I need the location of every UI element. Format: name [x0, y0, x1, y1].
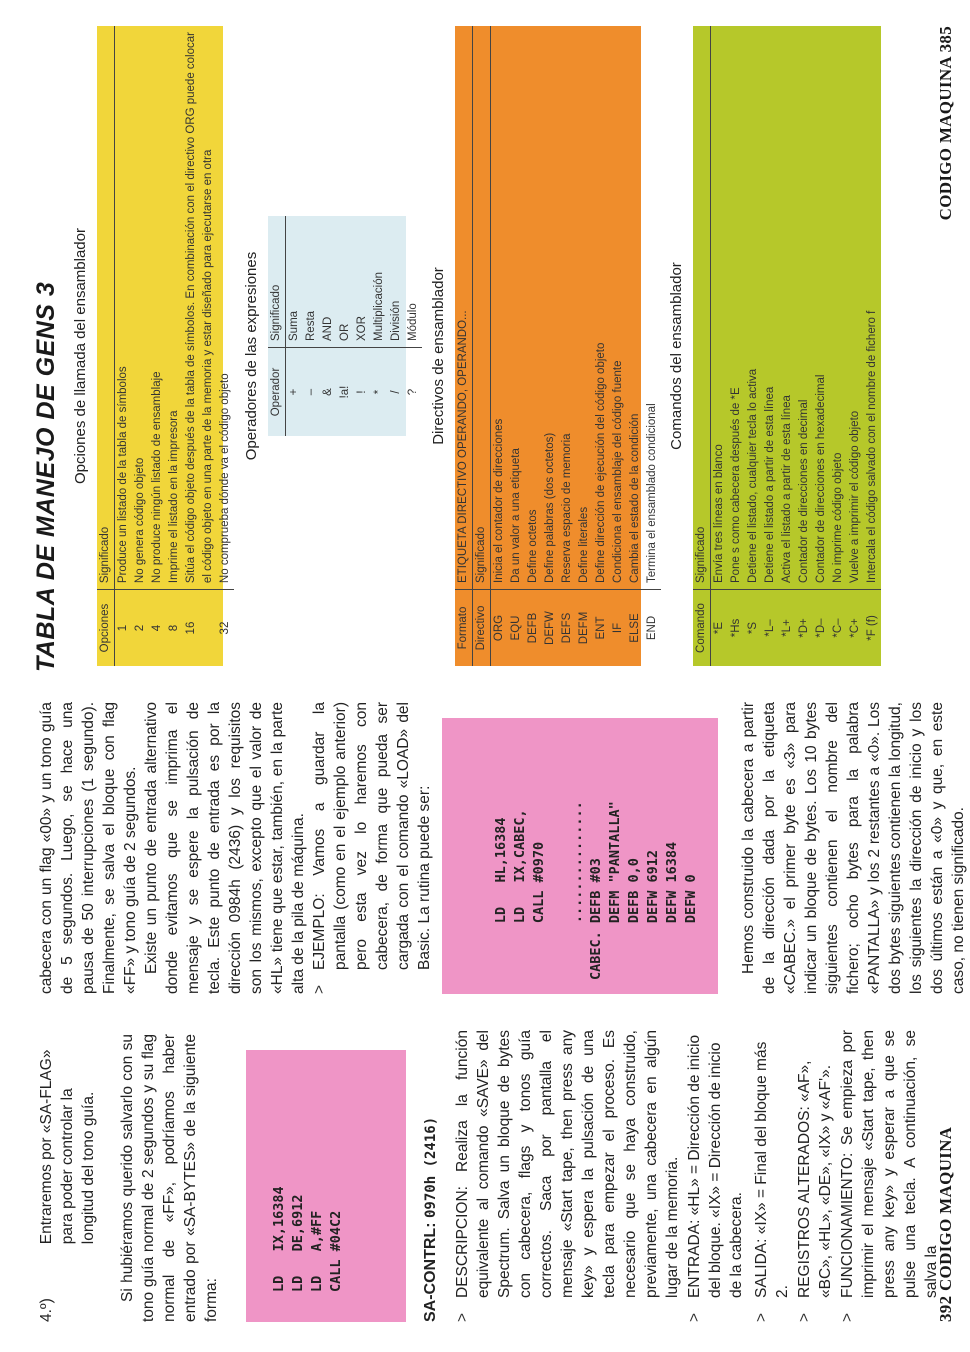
table-cell-meaning: Resta — [305, 310, 317, 341]
table-cell-meaning: No produce ningún listado de ensamblaje — [151, 371, 163, 584]
table-cell-key: *D+ — [796, 590, 813, 667]
format-row — [455, 26, 473, 666]
header-cell: Significado — [473, 26, 491, 590]
table-cell-key: ! — [354, 348, 371, 437]
code-line: DEFB 0,0 — [626, 858, 642, 980]
table-cell-meaning: XOR — [356, 316, 368, 341]
table-cell-key: 8 — [166, 590, 183, 666]
table-header-row — [473, 26, 491, 666]
table-cell-meaning: Define palabras (dos octetos) — [544, 432, 556, 583]
table-cell-key: 2 — [132, 590, 149, 666]
table-header-row — [693, 26, 711, 666]
bullet-item: > DESCRIPCION: Realiza la función equivalente al comando «SAVE» del Spectrum. Salva un bloque de bytes con cabecera, flags y tonos guía correctos. Saca por pantalla el mensaje «Start tape, then press any key» y espera la pulsación de una tecla para empezar el proceso. Es necesario que se haya construido, previamente, una cabecera en algún lugar de la memoria. — [454, 1030, 681, 1322]
code-line: DEFM "PANTALLA" — [607, 801, 623, 980]
format-value: ETIQUETA DIRECTIVO OPERANDO, OPERANDO... — [455, 26, 473, 590]
bullet-item: > FUNCIONAMIENTO: Se empieza por imprimir el mensaje «Start tape, then press any key» y esperar a que se pulse una tecla. A continuación, se salva la — [839, 1030, 940, 1322]
table-row — [132, 26, 149, 666]
table-cell-key: & — [320, 348, 337, 437]
table-cell-key: 1 — [115, 590, 133, 666]
table-cell-meaning: AND — [322, 316, 334, 341]
table-cell-meaning: Envía tres líneas en blanco — [713, 444, 725, 583]
operators-caption: Operadores de las expresiones — [243, 251, 260, 461]
routine-address: 0970h (2416) — [423, 1116, 439, 1218]
bullet-entrada: ENTRADA: «HL» = Dirección de inicio del bloque. «IX» = Dirección de inicio de la cabecera. — [686, 1034, 745, 1298]
example-text: EJEMPLO: Vamos a guardar la pantalla (como en el ejemplo anterior) pero esta vez lo haremos con cabecera, de forma que pueda ser cargada con el comando «LOAD» del Basic. La rutina puede ser: — [311, 702, 433, 970]
table-cell-key: / — [388, 348, 405, 437]
table-cell-meaning: Condiciona el ensamblaje del código fuente — [612, 360, 624, 583]
table-cell-meaning: Contador de direcciones en hexadecimal — [815, 374, 827, 583]
table-cell-key: *Hs — [728, 590, 745, 667]
code-line: CALL #0970 — [531, 841, 547, 980]
table-row — [728, 26, 745, 666]
left-column-2 — [36, 702, 436, 994]
directives-caption: Directivos de ensamblador — [430, 267, 447, 445]
bullet-funcionamiento: FUNCIONAMIENTO: Se empieza por imprimir el mensaje «Start tape, then press any key» y esperar a que se pulse una tecla. A continuación, se salva la — [839, 1030, 940, 1298]
table-cell-meaning: División — [390, 300, 402, 341]
left-page — [0, 676, 970, 1352]
table-cell-meaning: Contador de direcciones en decimal — [798, 399, 810, 583]
table-cell-key: END — [644, 590, 661, 667]
table-row — [779, 26, 796, 666]
table-row — [371, 216, 388, 436]
header-cell: Operador — [268, 348, 286, 437]
bullet-description: DESCRIPCION: Realiza la función equivalente al comando «SAVE» del Spectrum. Salva un bloque de bytes con cabecera, flags y tonos guía correctos. Saca por pantalla el mensaje «Start tape, then press any key» y espera la pulsación de una tecla para empezar el proceso. Es necesario que se haya construido, previamente, una cabecera en algún lugar de la memoria. — [454, 1030, 681, 1298]
routine-name: SA-CONTRL: — [422, 1222, 439, 1322]
bullet-item: > EJEMPLO: Vamos a guardar la pantalla (como en el ejemplo anterior) pero esta vez lo haremos con cabecera, de forma que pueda ser cargada con el comando «LOAD» del Basic. La rutina puede ser: — [311, 702, 433, 994]
left-column-2-lower — [738, 702, 969, 994]
table-cell-meaning: Termina el ensamblado condicional — [646, 403, 658, 583]
format-label: Formato — [455, 590, 473, 667]
table-cell-key: 4 — [149, 590, 166, 666]
table-cell-meaning: Sitúa el código objeto después de la tabla de símbolos. En combinación con el directivo ORG puede colocar — [185, 32, 197, 584]
code-line: LD HL,16384 — [493, 817, 509, 980]
code-line: CALL #04C2 — [328, 1210, 344, 1292]
table-cell-meaning: Pone s como cabecera después de *E — [730, 387, 742, 583]
code-line: LD IX,CABEC, — [512, 809, 528, 980]
table-cell-meaning: Reserva espacio de memoria — [561, 433, 573, 583]
table-row — [542, 26, 559, 666]
right-folio — [936, 26, 956, 220]
code-line: DEFW 6912 — [645, 849, 661, 980]
numbered-item — [36, 1034, 99, 1322]
table-row — [320, 216, 337, 436]
table-row — [491, 26, 509, 666]
table-cell-meaning: Suma — [288, 310, 300, 341]
table-cell-meaning: Módulo — [407, 303, 419, 341]
item-number: 4.º) — [38, 1298, 55, 1322]
options-caption: Opciones de llamada del ensamblador — [72, 228, 89, 484]
table-cell-key: ? — [405, 348, 422, 437]
table-cell-meaning: OR — [339, 323, 351, 341]
bullet-item: > ENTRADA: «HL» = Dirección de inicio del bloque. «IX» = Dirección de inicio de la cabecera. — [684, 1030, 747, 1322]
paragraph: Existe un punto de entrada alternativo donde evitamos que se imprima el mensaje y se espere la pulsación de tecla. Este punto de entrada es por la dirección 0984h (2436) y los requisitos son los mismos, excepto que el valor de «HL» tiene que estar, también, en la parte alta de la pila de máquina. — [143, 702, 307, 994]
table-cell-key: DEFS — [559, 590, 576, 667]
table-cell-key: DEFW — [542, 590, 559, 667]
table-row — [525, 26, 542, 666]
table-header-row — [268, 216, 286, 436]
table-cell-meaning: Define octetos — [527, 509, 539, 583]
table-row — [711, 26, 729, 666]
table-cell-key: *L+ — [779, 590, 796, 667]
table-cell-key: *C+ — [847, 590, 864, 667]
table-cell-meaning: Cambia el estado de la condición — [629, 413, 641, 583]
bullet-salida: SALIDA: «IX» = Final del bloque más 2. — [753, 1041, 791, 1298]
table-cell-meaning: Inicia el contador de direcciones — [493, 418, 505, 583]
header-cell: Comando — [693, 590, 711, 667]
table-cell-key: – — [303, 348, 320, 437]
paragraph: Hemos construido la cabecera a partir de la dirección dada por la etiqueta «CABEC.» el primer byte es «3» para indicar un bloque de bytes. Los 10 bytes siguientes contienen el nombre del fichero; ocho bytes para la palabra «PANTALLA» y los 2 restantes a «0». Los dos bytes siguientes contienen la longitud, los siguientes la dirección de inicio y los dos últimos están a «0» y que, en este caso, no tienen significado. — [740, 702, 967, 994]
table-cell-meaning: Multiplicación — [373, 271, 385, 341]
directives-table-box — [455, 26, 658, 666]
commands-caption: Comandos del ensamblador — [668, 262, 685, 450]
table-row — [183, 26, 200, 666]
table-row — [149, 26, 166, 666]
routine-heading — [420, 1030, 442, 1322]
table-row — [508, 26, 525, 666]
page-title: TABLA DE MANEJO DE GENS 3 — [32, 281, 60, 672]
table-row — [813, 26, 830, 666]
table-cell-key: ELSE — [627, 590, 644, 667]
table-cell-meaning: No comprueba dónde va el código objeto — [219, 373, 231, 584]
table-cell-key: DEFB — [525, 590, 542, 667]
header-cell: Opciones — [97, 590, 115, 666]
table-cell-meaning: Vuelve a imprimir el código objeto — [849, 410, 861, 583]
table-row — [559, 26, 576, 666]
options-table — [97, 26, 234, 666]
table-cell-meaning: Define literales — [578, 506, 590, 583]
table-cell-meaning: Activa el listado a partir de esta línea — [781, 395, 793, 583]
table-row — [745, 26, 762, 666]
table-cell-meaning: el código objeto en una parte de la memoria y estar diseñado para ejecutarse en otra — [202, 149, 214, 584]
table-cell-meaning: No imprime código objeto — [832, 452, 844, 583]
code-line: LD DE,6912 — [290, 1194, 306, 1292]
commands-table-box — [693, 26, 881, 666]
table-row — [762, 26, 779, 666]
table-cell-key: 16 — [183, 590, 200, 666]
left-column-1-lower — [420, 1030, 943, 1322]
header-cell: Significado — [97, 26, 115, 590]
table-cell-key: *S — [745, 590, 762, 667]
paragraph: Si hubiéramos querido salvarlo con su tono guía normal de 2 segundos y su flag normal de «FF», podríamos haber entrado por «SA-BYTES» de la siguiente forma: — [119, 1034, 220, 1322]
code-line: DEFW 0 — [683, 874, 699, 980]
operators-table — [268, 216, 422, 436]
table-cell-key: ENT — [593, 590, 610, 667]
table-row — [627, 26, 644, 666]
page-number: 385 — [936, 26, 955, 53]
header-cell: Significado — [693, 26, 711, 590]
directives-table — [455, 26, 661, 666]
table-row — [593, 26, 610, 666]
code-line: ............... — [569, 801, 585, 980]
table-cell-key: ORG — [491, 590, 509, 667]
operators-table-box — [268, 216, 419, 436]
table-row — [217, 26, 234, 666]
paragraph: cabecera con un flag «00» y un tono guía de 5 segundos. Luego, se hace una pausa de 50 interrupciones (1 segundo). Finalmente, se salva el bloque con flag «FF» y tono guía de 2 segundos. — [38, 702, 139, 994]
table-row — [796, 26, 813, 666]
table-cell-key: *C– — [830, 590, 847, 667]
table-cell-key: *D– — [813, 590, 830, 667]
table-row — [644, 26, 661, 666]
table-cell-meaning: Da un valor a una etiqueta — [510, 448, 522, 583]
options-table-box — [97, 26, 231, 666]
running-head: CODIGO MAQUINA — [936, 1126, 955, 1292]
header-cell: Directivo — [473, 590, 491, 667]
table-cell-meaning: Detiene el listado a partir de esta línea — [764, 386, 776, 583]
table-row — [200, 26, 217, 666]
table-cell-meaning: No genera código objeto — [134, 457, 146, 584]
table-cell-key: *L– — [762, 590, 779, 667]
code-line: LD A,#FF — [309, 1210, 325, 1292]
table-row — [115, 26, 133, 666]
table-cell-key: + — [286, 348, 304, 437]
table-row — [405, 216, 422, 436]
table-cell-key: IF — [610, 590, 627, 667]
table-row — [610, 26, 627, 666]
item-text: Entraremos por «SA-FLAG» para poder controlar la longitud del tono guía. — [38, 1049, 97, 1245]
code-block-sa-bytes — [246, 1050, 406, 1322]
table-row — [864, 26, 881, 666]
table-cell-meaning: Imprime el listado en la impresora — [168, 410, 180, 584]
code-line: LD IX,16384 — [271, 1186, 287, 1292]
table-cell-key: EQU — [508, 590, 525, 667]
table-cell-key: *F (f) — [864, 590, 881, 667]
table-cell-key — [200, 590, 217, 666]
table-row — [830, 26, 847, 666]
table-row — [166, 26, 183, 666]
table-cell-key: * — [371, 348, 388, 437]
running-head: CODIGO MAQUINA — [936, 56, 955, 221]
table-row — [576, 26, 593, 666]
code-line: CABEC. DEFB #03 — [588, 858, 604, 980]
table-cell-key: 32 — [217, 590, 234, 666]
table-header-row — [97, 26, 115, 666]
bullet-item: > REGISTROS ALTERADOS: «AF», «BC», «HL», «DE», «IX» y «AF'». — [794, 1030, 836, 1322]
left-folio — [936, 1127, 956, 1322]
table-cell-key: *E — [711, 590, 729, 667]
code-line: DEFW 16384 — [664, 841, 680, 980]
header-cell: Significado — [268, 216, 286, 348]
table-row — [354, 216, 371, 436]
page-number: 392 — [936, 1295, 955, 1322]
table-row — [388, 216, 405, 436]
code-block-cabecera — [442, 718, 718, 994]
table-row — [303, 216, 320, 436]
table-cell-meaning: Intercala el código salvado con el nombre de fichero f — [866, 310, 878, 583]
table-row — [847, 26, 864, 666]
table-cell-key: DEFM — [576, 590, 593, 667]
table-cell-meaning: Detiene el listado, cualquier tecla lo activa — [747, 368, 759, 583]
table-row — [286, 216, 304, 436]
left-column-1 — [36, 1034, 222, 1322]
table-cell-meaning: Define dirección de ejecución del código objeto — [595, 342, 607, 583]
bullet-registros: REGISTROS ALTERADOS: «AF», «BC», «HL», «DE», «IX» y «AF'». — [796, 1060, 834, 1298]
table-cell-key: !a! — [337, 348, 354, 437]
table-row — [337, 216, 354, 436]
bullet-item: > SALIDA: «IX» = Final del bloque más 2. — [751, 1030, 793, 1322]
commands-table — [693, 26, 881, 666]
table-cell-meaning: Produce un listado de la tabla de símbolos — [117, 366, 129, 584]
